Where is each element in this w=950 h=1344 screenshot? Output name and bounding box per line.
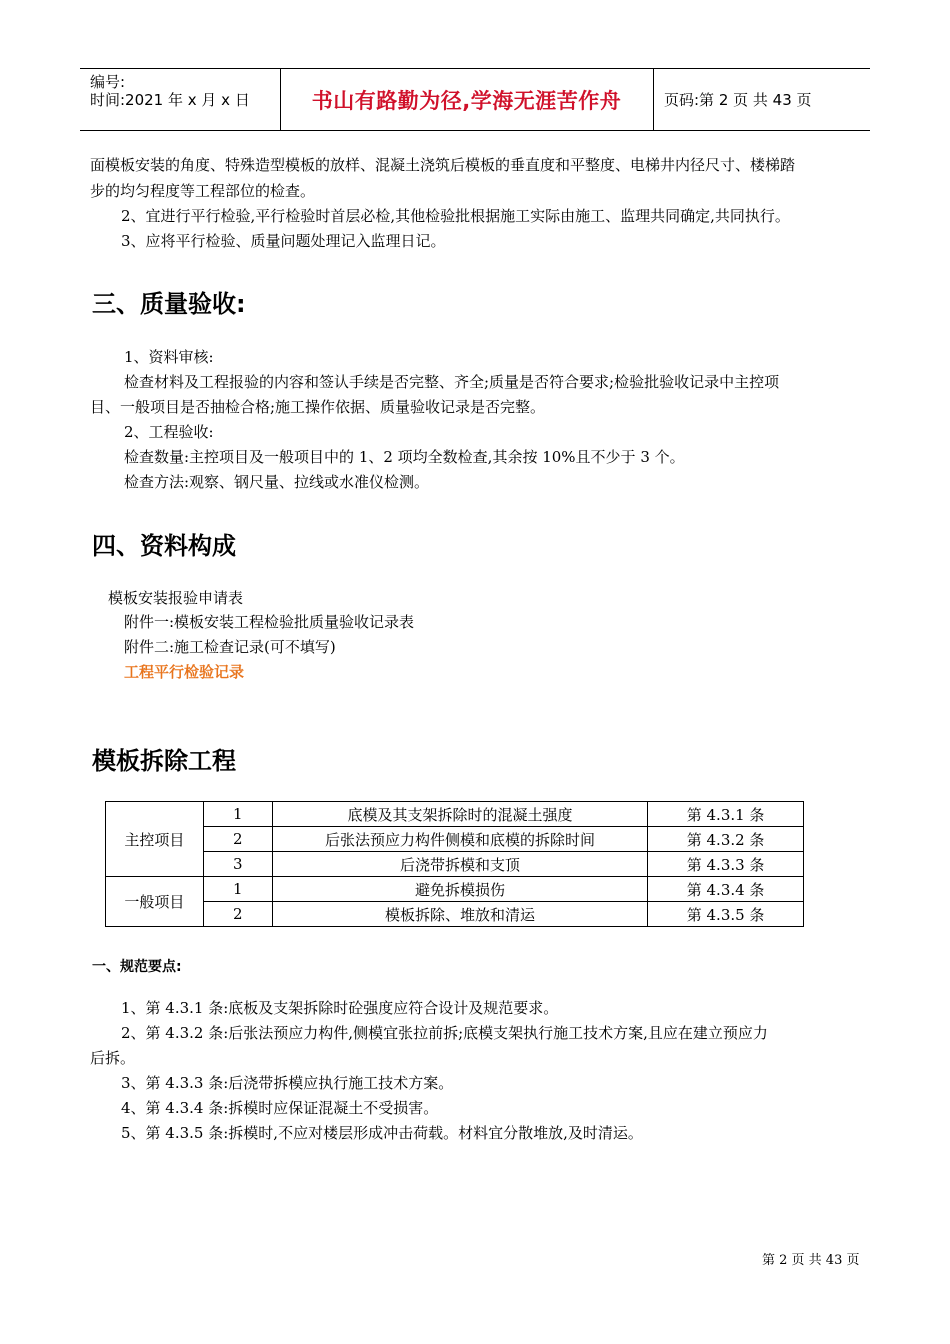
row-no: 1 xyxy=(203,877,272,902)
section-3-sub-1: 1、资料审核: xyxy=(124,348,214,366)
table-row xyxy=(106,902,804,927)
doc-list-item-2: 附件一:模板安装工程检验批质量验收记录表 xyxy=(124,613,415,631)
section-3-title: 三、质量验收: xyxy=(92,290,246,318)
row-clause: 第 4.3.2 条 xyxy=(648,827,804,852)
spec-point-3: 3、第 4.3.3 条:后浇带拆模应执行施工技术方案。 xyxy=(121,1074,454,1092)
page-info: 页码:第 2 页 共 43 页 xyxy=(664,91,812,109)
header-right-cell xyxy=(654,69,870,130)
intro-line-2: 步的均匀程度等工程部位的检查。 xyxy=(90,182,316,200)
row-clause: 第 4.3.1 条 xyxy=(648,802,804,827)
motto: 书山有路勤为径,学海无涯苦作舟 xyxy=(311,88,622,113)
spec-points-title: 一、规范要点: xyxy=(92,959,182,975)
spec-point-2-line-2: 后拆。 xyxy=(90,1049,136,1067)
section-3-para-1-line-1: 检查材料及工程报验的内容和签认手续是否完整、齐全;质量是否符合要求;检验批验收记录中主控项 xyxy=(124,373,780,391)
row-no: 2 xyxy=(203,902,272,927)
section-4-title: 四、资料构成 xyxy=(92,532,236,560)
header-left-cell xyxy=(80,69,281,130)
row-item: 后张法预应力构件侧模和底模的拆除时间 xyxy=(272,827,647,852)
page-header xyxy=(80,68,870,131)
section-3-sub-2: 2、工程验收: xyxy=(124,423,214,441)
table-row xyxy=(106,827,804,852)
spec-point-1: 1、第 4.3.1 条:底板及支架拆除时砼强度应符合设计及规范要求。 xyxy=(121,999,559,1017)
row-clause: 第 4.3.3 条 xyxy=(648,852,804,877)
row-item: 避免拆模损伤 xyxy=(272,877,647,902)
inspection-method: 检查方法:观察、钢尺量、拉线或水准仪检测。 xyxy=(124,473,430,491)
page-footer: 第 2 页 共 43 页 xyxy=(762,1253,860,1268)
row-item: 后浇带拆模和支顶 xyxy=(272,852,647,877)
spec-point-2-line-1: 2、第 4.3.2 条:后张法预应力构件,侧模宜张拉前拆;底模支架执行施工技术方案,且应在建立预应力 xyxy=(121,1024,768,1042)
intro-item-2: 2、宜进行平行检验,平行检验时首层必检,其他检验批根据施工实际由施工、监理共同确定,共同执行。 xyxy=(121,207,790,225)
group-main-control: 主控项目 xyxy=(106,802,204,877)
doc-time-label: 时间:2021 年 x 月 x 日 xyxy=(90,91,250,109)
table-row xyxy=(106,802,804,827)
inspection-quantity: 检查数量:主控项目及一般项目中的 1、2 项均全数检查,其余按 10%且不少于 3 个。 xyxy=(124,448,685,466)
doc-number-label: 编号: xyxy=(90,73,126,91)
row-clause: 第 4.3.4 条 xyxy=(648,877,804,902)
spec-point-5: 5、第 4.3.5 条:拆模时,不应对楼层形成冲击荷载。材料宜分散堆放,及时清运。 xyxy=(121,1124,643,1142)
row-no: 2 xyxy=(203,827,272,852)
removal-items-table xyxy=(105,801,804,927)
intro-item-3: 3、应将平行检验、质量问题处理记入监理日记。 xyxy=(121,232,446,250)
table-row xyxy=(106,852,804,877)
doc-list-item-1: 模板安装报验申请表 xyxy=(108,589,244,607)
row-no: 3 xyxy=(203,852,272,877)
row-clause: 第 4.3.5 条 xyxy=(648,902,804,927)
row-item: 底模及其支架拆除时的混凝土强度 xyxy=(272,802,647,827)
table-row xyxy=(106,877,804,902)
row-item: 模板拆除、堆放和清运 xyxy=(272,902,647,927)
header-motto-cell xyxy=(280,69,654,130)
intro-line-1: 面模板安装的角度、特殊造型模板的放样、混凝土浇筑后模板的垂直度和平整度、电梯井内径尺寸、楼梯踏 xyxy=(90,156,796,174)
doc-list-item-4-link[interactable]: 工程平行检验记录 xyxy=(124,663,245,681)
group-general: 一般项目 xyxy=(106,877,204,927)
doc-list-item-3: 附件二:施工检查记录(可不填写) xyxy=(124,638,336,656)
removal-title: 模板拆除工程 xyxy=(92,747,236,775)
section-3-para-1-line-2: 目、一般项目是否抽检合格;施工操作依据、质量验收记录是否完整。 xyxy=(90,398,546,416)
row-no: 1 xyxy=(203,802,272,827)
spec-point-4: 4、第 4.3.4 条:拆模时应保证混凝土不受损害。 xyxy=(121,1099,439,1117)
